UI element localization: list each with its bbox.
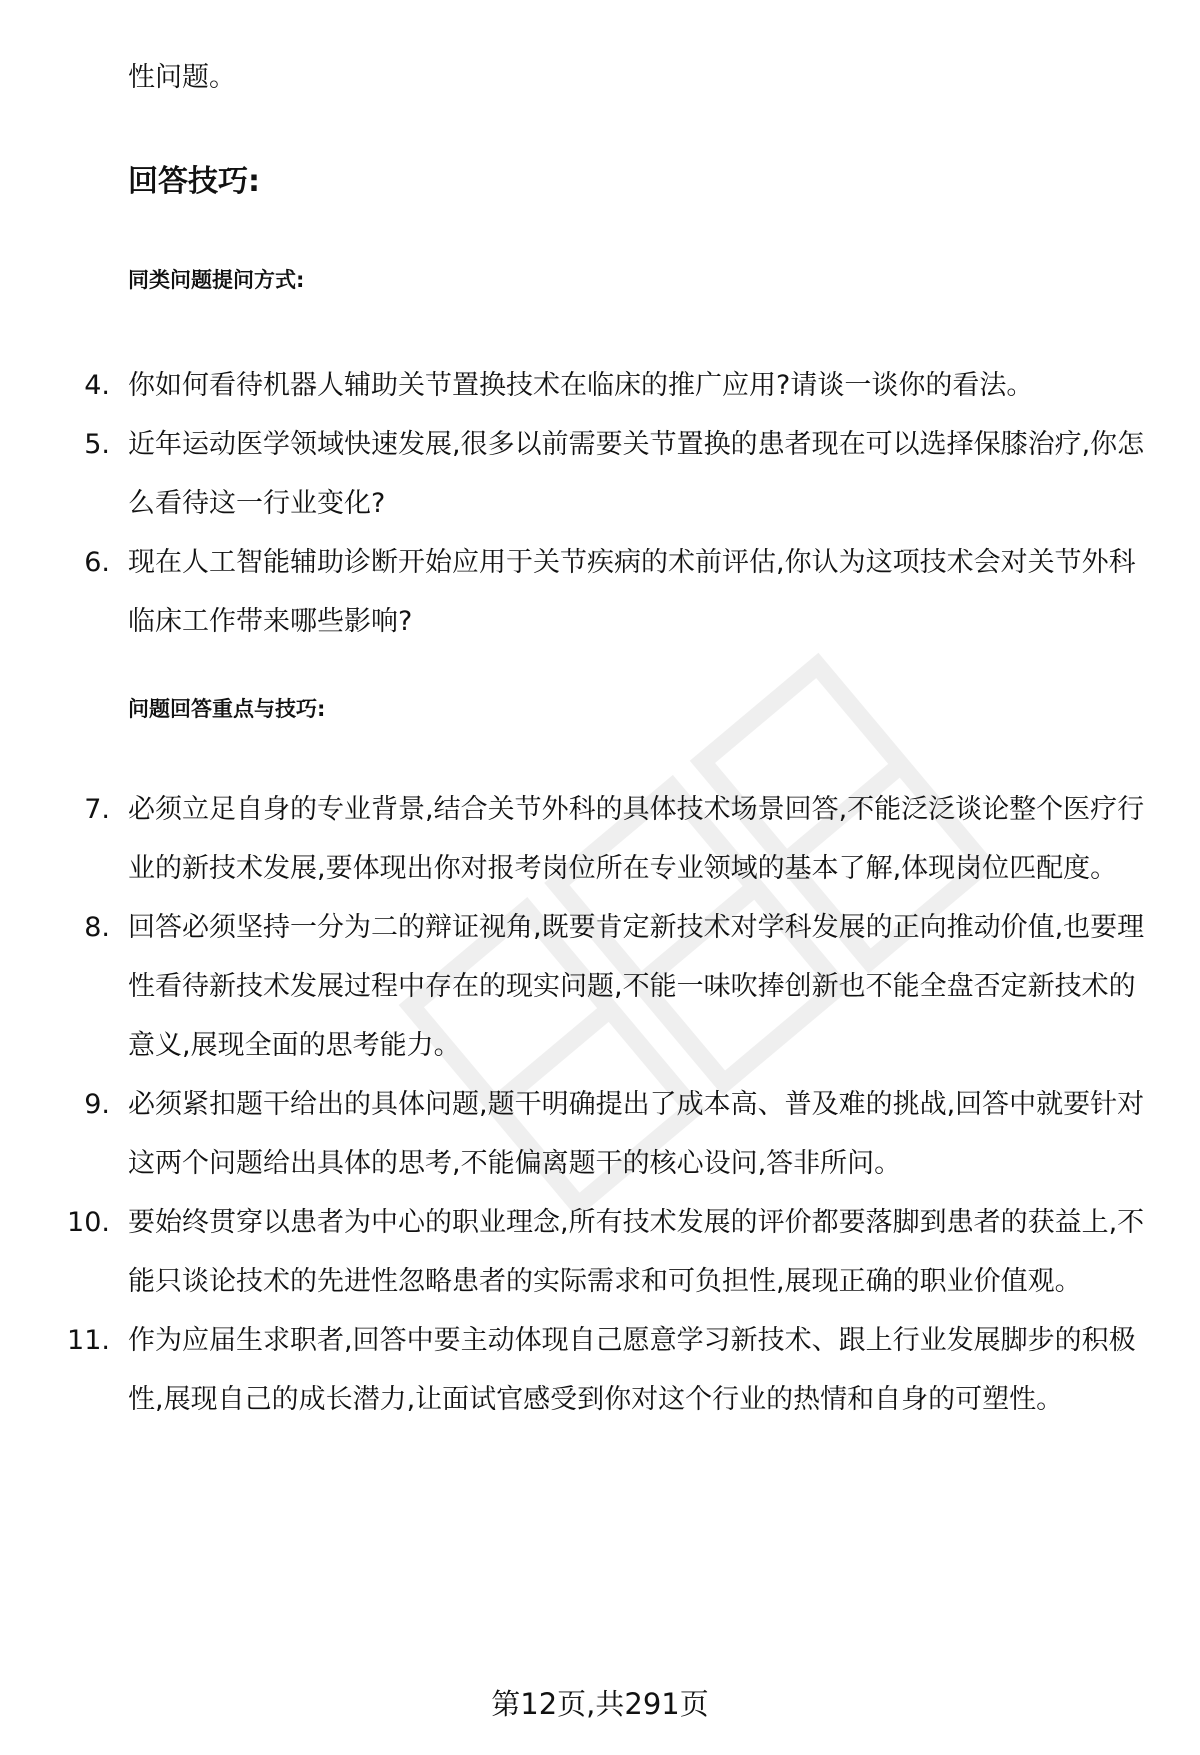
list-item-text: 近年运动医学领域快速发展,很多以前需要关节置换的患者现在可以选择保膝治疗,你怎么看待这一行业变化? [128, 429, 1145, 519]
page-footer: 第12页,共291页 [491, 1687, 709, 1721]
key-points-list [60, 780, 1150, 1429]
list-item [60, 356, 1150, 415]
list-item [60, 1311, 1150, 1429]
list-item-text: 现在人工智能辅助诊断开始应用于关节疾病的术前评估,你认为这项技术会对关节外科临床工作带来哪些影响? [128, 547, 1136, 637]
similar-questions-list [60, 356, 1150, 651]
list-item-number: 7. [84, 794, 110, 825]
list-item-number: 11. [67, 1325, 110, 1356]
similar-questions-heading: 同类问题提问方式: [128, 268, 305, 292]
list-item-text: 必须立足自身的专业背景,结合关节外科的具体技术场景回答,不能泛泛谈论整个医疗行业的新技术发展,要体现出你对报考岗位所在专业领域的基本了解,体现岗位匹配度。 [128, 794, 1145, 884]
list-item-number: 9. [84, 1089, 110, 1120]
section-heading: 回答技巧: [128, 164, 260, 199]
list-item-number: 4. [84, 370, 110, 401]
list-item [60, 533, 1150, 651]
list-item-number: 6. [84, 547, 110, 578]
list-item-text: 你如何看待机器人辅助关节置换技术在临床的推广应用?请谈一谈你的看法。 [128, 370, 1034, 401]
list-item-number: 10. [67, 1207, 110, 1238]
key-points-heading: 问题回答重点与技巧: [128, 697, 326, 721]
list-item-number: 5. [84, 429, 110, 460]
list-item [60, 898, 1150, 1075]
list-item-text: 要始终贯穿以患者为中心的职业理念,所有技术发展的评价都要落脚到患者的获益上,不能只谈论技术的先进性忽略患者的实际需求和可负担性,展现正确的职业价值观。 [128, 1207, 1145, 1297]
intro-text: 性问题。 [128, 62, 236, 93]
list-item [60, 1193, 1150, 1311]
list-item-text: 回答必须坚持一分为二的辩证视角,既要肯定新技术对学科发展的正向推动价值,也要理性看待新技术发展过程中存在的现实问题,不能一味吹捧创新也不能全盘否定新技术的意义,展现全面的思考能力。 [128, 912, 1145, 1061]
list-item-text: 作为应届生求职者,回答中要主动体现自己愿意学习新技术、跟上行业发展脚步的积极性,展现自己的成长潜力,让面试官感受到你对这个行业的热情和自身的可塑性。 [128, 1325, 1136, 1415]
list-item [60, 1075, 1150, 1193]
list-item [60, 415, 1150, 533]
list-item [60, 780, 1150, 898]
list-item-number: 8. [84, 912, 110, 943]
list-item-text: 必须紧扣题干给出的具体问题,题干明确提出了成本高、普及难的挑战,回答中就要针对这两个问题给出具体的思考,不能偏离题干的核心设问,答非所问。 [128, 1089, 1145, 1179]
